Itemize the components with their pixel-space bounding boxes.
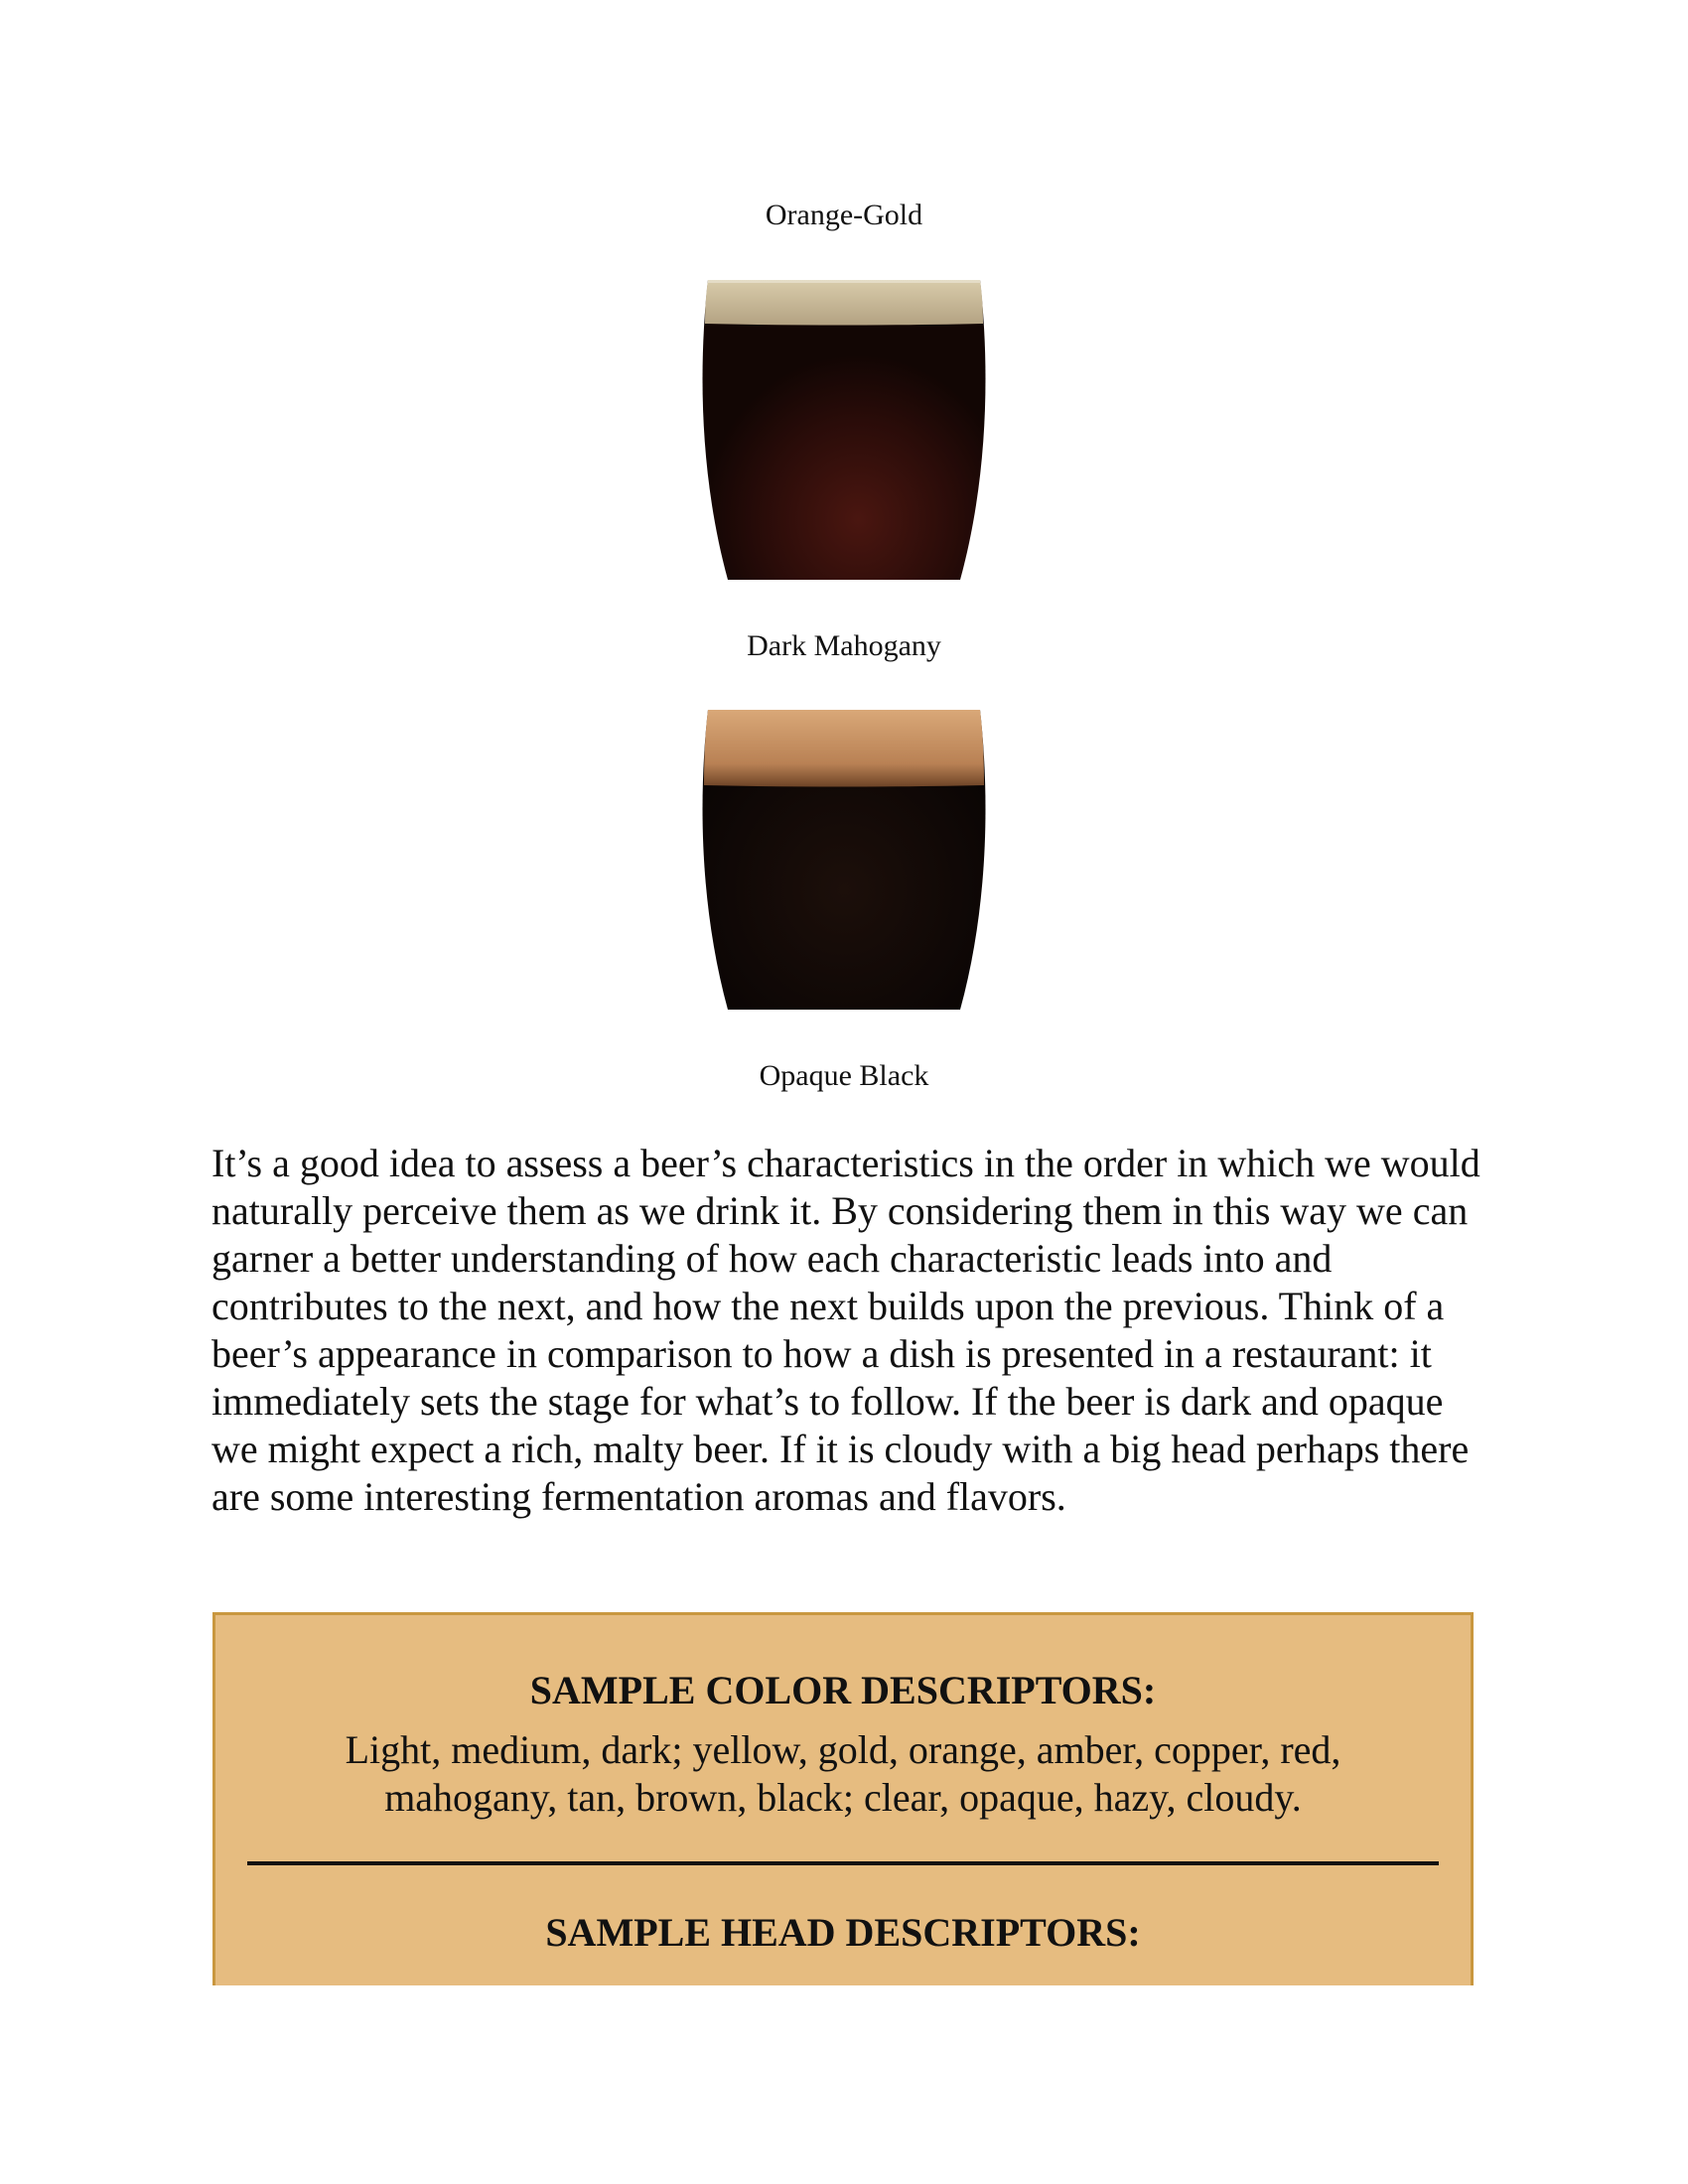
head-descriptors-heading: SAMPLE HEAD DESCRIPTORS: xyxy=(545,1910,1141,1955)
foam-head xyxy=(705,280,983,326)
dark-mahogany-glass-image xyxy=(700,280,988,580)
color-descriptors-text: Light, medium, dark; yellow, gold, orange, amber, copper, red, mahogany, tan, brown, black; clear, opaque, hazy, cloudy. xyxy=(345,1727,1341,1820)
divider xyxy=(247,1861,1439,1865)
color-descriptors-heading: SAMPLE COLOR DESCRIPTORS: xyxy=(529,1668,1157,1712)
opaque-black-glass-image xyxy=(700,710,988,1010)
descriptor-box xyxy=(212,1612,1474,1985)
foam-head xyxy=(704,710,984,787)
body-paragraph: It’s a good idea to assess a beer’s characteristics in the order in which we would naturally perceive them as we drink it. By considering them in this way we can garner a better understanding of how each characteristic leads into and contributes to the next, and how the next builds upon the previous. Think of a beer’s appearance in comparison to how a dish is presented in a restaurant: it immediately sets the stage for what’s to follow. If the beer is dark and opaque we might expect a rich, malty beer. If it is cloudy with a big head perhaps there are some interesting fermentation aromas and flavors. xyxy=(211,1141,1480,1519)
caption-opaque-black: Opaque Black xyxy=(759,1059,929,1092)
caption-orange-gold: Orange-Gold xyxy=(765,199,923,231)
caption-dark-mahogany: Dark Mahogany xyxy=(747,629,941,662)
